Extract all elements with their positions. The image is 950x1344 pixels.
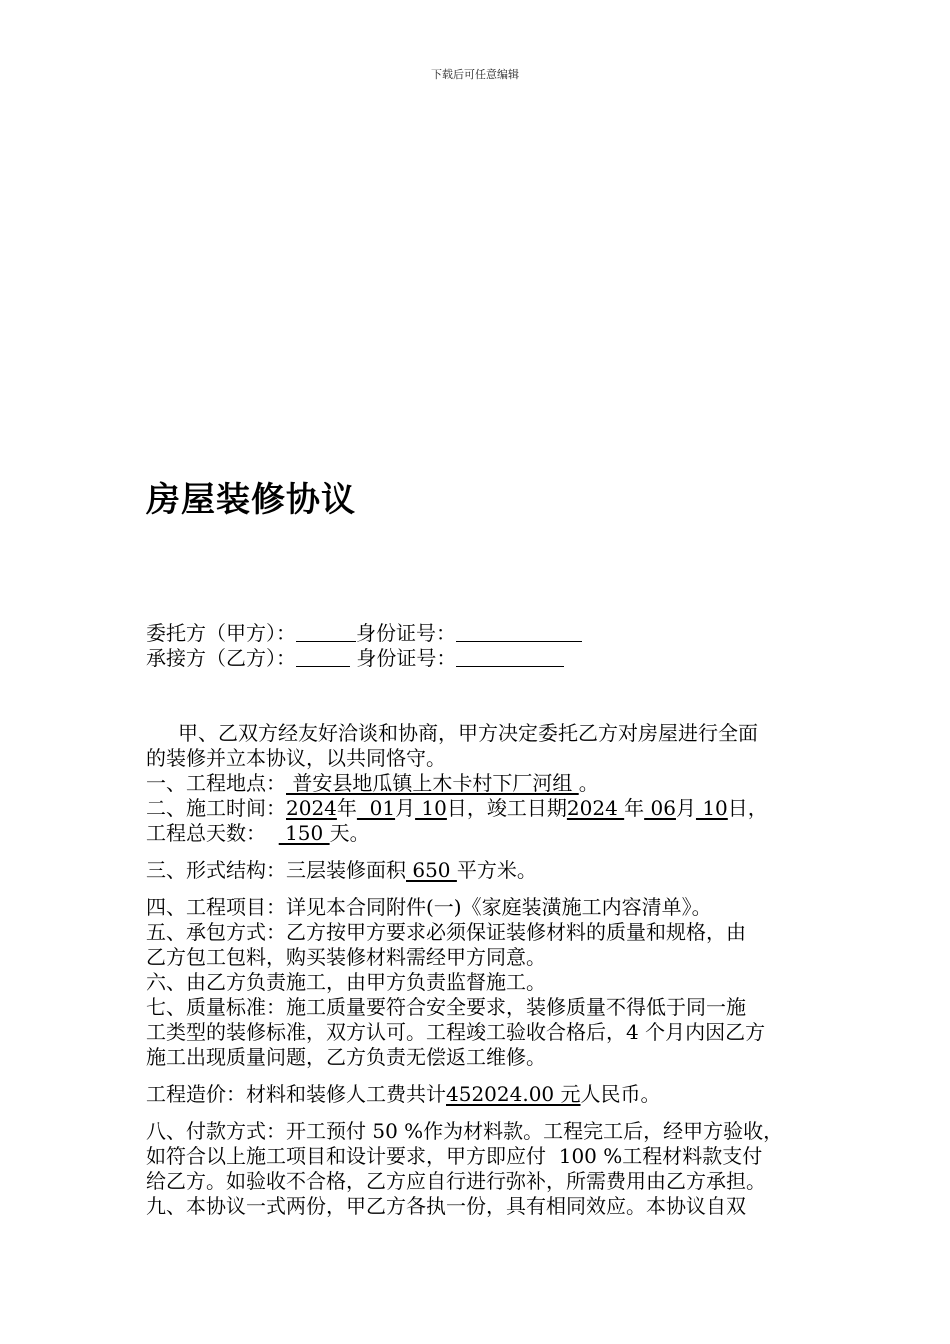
party-a-label: 委托方（甲方）： [146,621,296,645]
party-b-id-label: 身份证号： [356,646,457,670]
clause-8-line-3: 给乙方。如验收不合格，乙方应自行进行弥补，所需费用由乙方承担。 [146,1169,766,1193]
party-a-id-label: 身份证号： [356,621,456,645]
clause-5-line-2: 乙方包工包料，购买装修材料需经甲方同意。 [146,945,546,969]
cost-label: 工程造价：材料和装修人工费共计 [146,1082,446,1106]
end-month: 06 [644,796,676,820]
start-day: 10 [415,796,447,820]
party-b-id-blank [456,646,564,667]
project-location: 普安县地瓜镇上木卡村下厂河组 [286,771,579,795]
area-value: 650 [406,858,457,882]
day-char-2: 日， [727,796,768,820]
completion-label: 日，竣工日期 [446,796,567,820]
clause-8-line-2: 如符合以上施工项目和设计要求，甲方即应付 100 %工程材料款支付 [146,1144,763,1168]
total-days-label: 工程总天数： [146,821,279,845]
end-year: 2024 [566,796,625,820]
clause-3 [146,858,856,883]
party-a-line [146,621,856,646]
area-unit: 平方米。 [456,858,537,882]
start-month: 01 [356,796,396,820]
party-b-label: 承接方（乙方）： [146,646,296,670]
document-title: 房屋装修协议 [146,480,356,520]
clause-5-line-1: 五、承包方式：乙方按甲方要求必须保证装修材料的质量和规格，由 [146,920,746,944]
clause-6: 六、由乙方负责施工，由甲方负责监督施工。 [146,970,546,994]
end-day: 10 [695,796,728,820]
cost-amount: 452024.00 元 [446,1082,581,1106]
cost-line [146,1082,856,1107]
clause-1-end: 。 [578,771,599,795]
party-a-name-blank [296,621,356,642]
parties-block [146,621,856,671]
header-note: 下载后可任意编辑 [431,68,519,81]
clause-3-label: 三、形式结构：三层装修面积 [146,858,406,882]
cost-currency: 人民币。 [580,1082,661,1106]
clause-4: 四、工程项目：详见本合同附件(一)《家庭装潢施工内容清单》。 [146,895,712,919]
party-b-name-blank [296,646,350,667]
month-char-2: 月 [675,796,696,820]
year-char: 年 [336,796,357,820]
clause-8-line-1: 八、付款方式：开工预付 50 %作为材料款。工程完工后，经甲方验收， [146,1119,784,1143]
clause-2-line-1 [146,796,856,821]
clause-7-line-2: 工类型的装修标准，双方认可。工程竣工验收合格后，4 个月内因乙方 [146,1020,766,1044]
clause-1 [146,771,856,796]
clause-7-line-3: 施工出现质量问题，乙方负责无偿返工维修。 [146,1045,546,1069]
year-char-2: 年 [624,796,645,820]
month-char: 月 [395,796,416,820]
total-days-value: 150 [278,821,330,845]
clause-7-line-1: 七、质量标准：施工质量要符合安全要求，装修质量不得低于同一施 [146,995,746,1019]
intro-line-2: 的装修并立本协议，以共同恪守。 [146,746,446,770]
clause-2-line-2 [146,821,856,846]
clause-1-label: 一、工程地点： [146,771,286,795]
clause-9: 九、本协议一式两份，甲乙方各执一份，具有相同效应。本协议自双 [146,1194,746,1218]
party-a-id-blank [456,621,582,642]
intro-line-1: 甲、乙双方经友好洽谈和协商，甲方决定委托乙方对房屋进行全面 [178,721,758,745]
agreement-body [146,721,856,1219]
total-days-unit: 天。 [329,821,370,845]
party-b-line [146,646,856,671]
start-year: 2024 [286,796,337,820]
clause-2-label: 二、施工时间： [146,796,286,820]
